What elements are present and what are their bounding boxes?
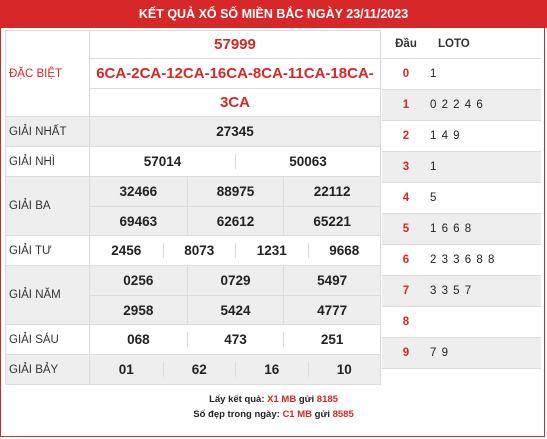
prize-number: 4777 [283, 296, 380, 324]
footer-text: Lấy kết quả: [209, 394, 268, 405]
prize-number: 62 [163, 362, 236, 377]
loto-row [382, 276, 541, 307]
sms-number: 8585 [332, 409, 354, 420]
loto-row [382, 307, 541, 338]
footer-text: gửi [296, 394, 317, 405]
prize-number: 5424 [187, 296, 284, 324]
loto-values [430, 307, 541, 338]
loto-table [382, 30, 541, 369]
sms-code: C1 MB [282, 409, 312, 420]
prize-number: 473 [187, 332, 284, 347]
page-title: KẾT QUẢ XỔ SỐ MIỀN BẮC NGÀY 23/11/2023 [0, 0, 547, 28]
fourth-prize-numbers [90, 243, 380, 258]
loto-row [382, 214, 541, 245]
loto-head: 8 [382, 307, 430, 338]
second-prize-label: GIẢI NHÌ [6, 147, 90, 177]
loto-head: 2 [382, 121, 430, 152]
loto-head: 9 [382, 338, 430, 369]
loto-head: 6 [382, 245, 430, 276]
footer-line-sms-lucky [0, 407, 547, 422]
loto-row [382, 121, 541, 152]
loto-row [382, 245, 541, 276]
results-table [5, 30, 381, 385]
fifth-prize-numbers [90, 266, 380, 324]
loto-head: 3 [382, 152, 430, 183]
sixth-prize-label: GIẢI SÁU [6, 325, 90, 355]
footer-text: gửi [312, 409, 333, 420]
special-prize-label: ĐẶC BIỆT [6, 31, 90, 117]
loto-values: 7 9 [430, 338, 541, 369]
fifth-prize-label: GIẢI NĂM [6, 266, 90, 325]
prize-number: 0729 [187, 266, 284, 295]
footer [0, 392, 547, 422]
prize-number: 068 [127, 332, 150, 347]
loto-values: 1 6 6 8 [430, 214, 541, 245]
prize-number: 2958 [123, 302, 154, 318]
fourth-prize-label: GIẢI TƯ [6, 236, 90, 266]
seventh-prize-label: GIẢI BẢY [6, 355, 90, 385]
prize-number: 22112 [283, 177, 380, 206]
special-prize-number: 57999 [90, 31, 381, 59]
prize-number: 62612 [187, 207, 284, 235]
third-prize-numbers [90, 177, 380, 235]
sixth-prize-numbers [90, 332, 380, 347]
prize-number: 65221 [283, 207, 380, 235]
loto-row [382, 59, 541, 90]
loto-head: 0 [382, 59, 430, 90]
loto-values: 5 [430, 183, 541, 214]
prize-number: 2456 [111, 243, 142, 258]
footer-text: Số đẹp trong ngày: [193, 409, 283, 420]
sms-code: X1 MB [267, 394, 297, 405]
prize-number: 50063 [235, 154, 380, 169]
prize-number: 251 [283, 332, 380, 347]
first-prize-number: 27345 [90, 117, 381, 147]
special-prize-codes-1: 6CA-2CA-12CA-16CA-8CA-11CA-18CA- [90, 59, 381, 89]
loto-head-column-header: Đầu [382, 30, 430, 59]
loto-head: 7 [382, 276, 430, 307]
prize-number: 69463 [119, 213, 158, 229]
loto-head: 4 [382, 183, 430, 214]
loto-values: 2 3 3 6 8 8 [430, 245, 541, 276]
loto-row [382, 338, 541, 369]
prize-number: 9668 [308, 243, 381, 258]
loto-column-header: LOTO [430, 30, 541, 59]
loto-values: 1 [430, 59, 541, 90]
loto-row [382, 90, 541, 121]
footer-line-sms-results [0, 392, 547, 407]
prize-number: 88975 [187, 177, 284, 206]
loto-values: 0 2 2 4 6 [430, 90, 541, 121]
loto-head: 5 [382, 214, 430, 245]
prize-number: 8073 [163, 243, 236, 258]
prize-number: 10 [308, 362, 381, 377]
seventh-prize-numbers [90, 362, 380, 377]
loto-head: 1 [382, 90, 430, 121]
prize-number: 01 [118, 362, 134, 377]
loto-row [382, 152, 541, 183]
special-prize-codes-2: 3CA [90, 89, 381, 117]
loto-values: 1 [430, 152, 541, 183]
loto-values: 1 4 9 [430, 121, 541, 152]
prize-number: 1231 [235, 243, 308, 258]
second-prize-numbers [90, 154, 380, 169]
sms-number: 8185 [316, 394, 338, 405]
third-prize-label: GIẢI BA [6, 177, 90, 236]
first-prize-label: GIẢI NHẤT [6, 117, 90, 147]
prize-number: 32466 [119, 184, 158, 199]
loto-values: 3 3 5 7 [430, 276, 541, 307]
prize-number: 57014 [143, 154, 182, 169]
loto-row [382, 183, 541, 214]
prize-number: 16 [235, 362, 308, 377]
prize-number: 0256 [123, 273, 154, 288]
prize-number: 5497 [283, 266, 380, 295]
